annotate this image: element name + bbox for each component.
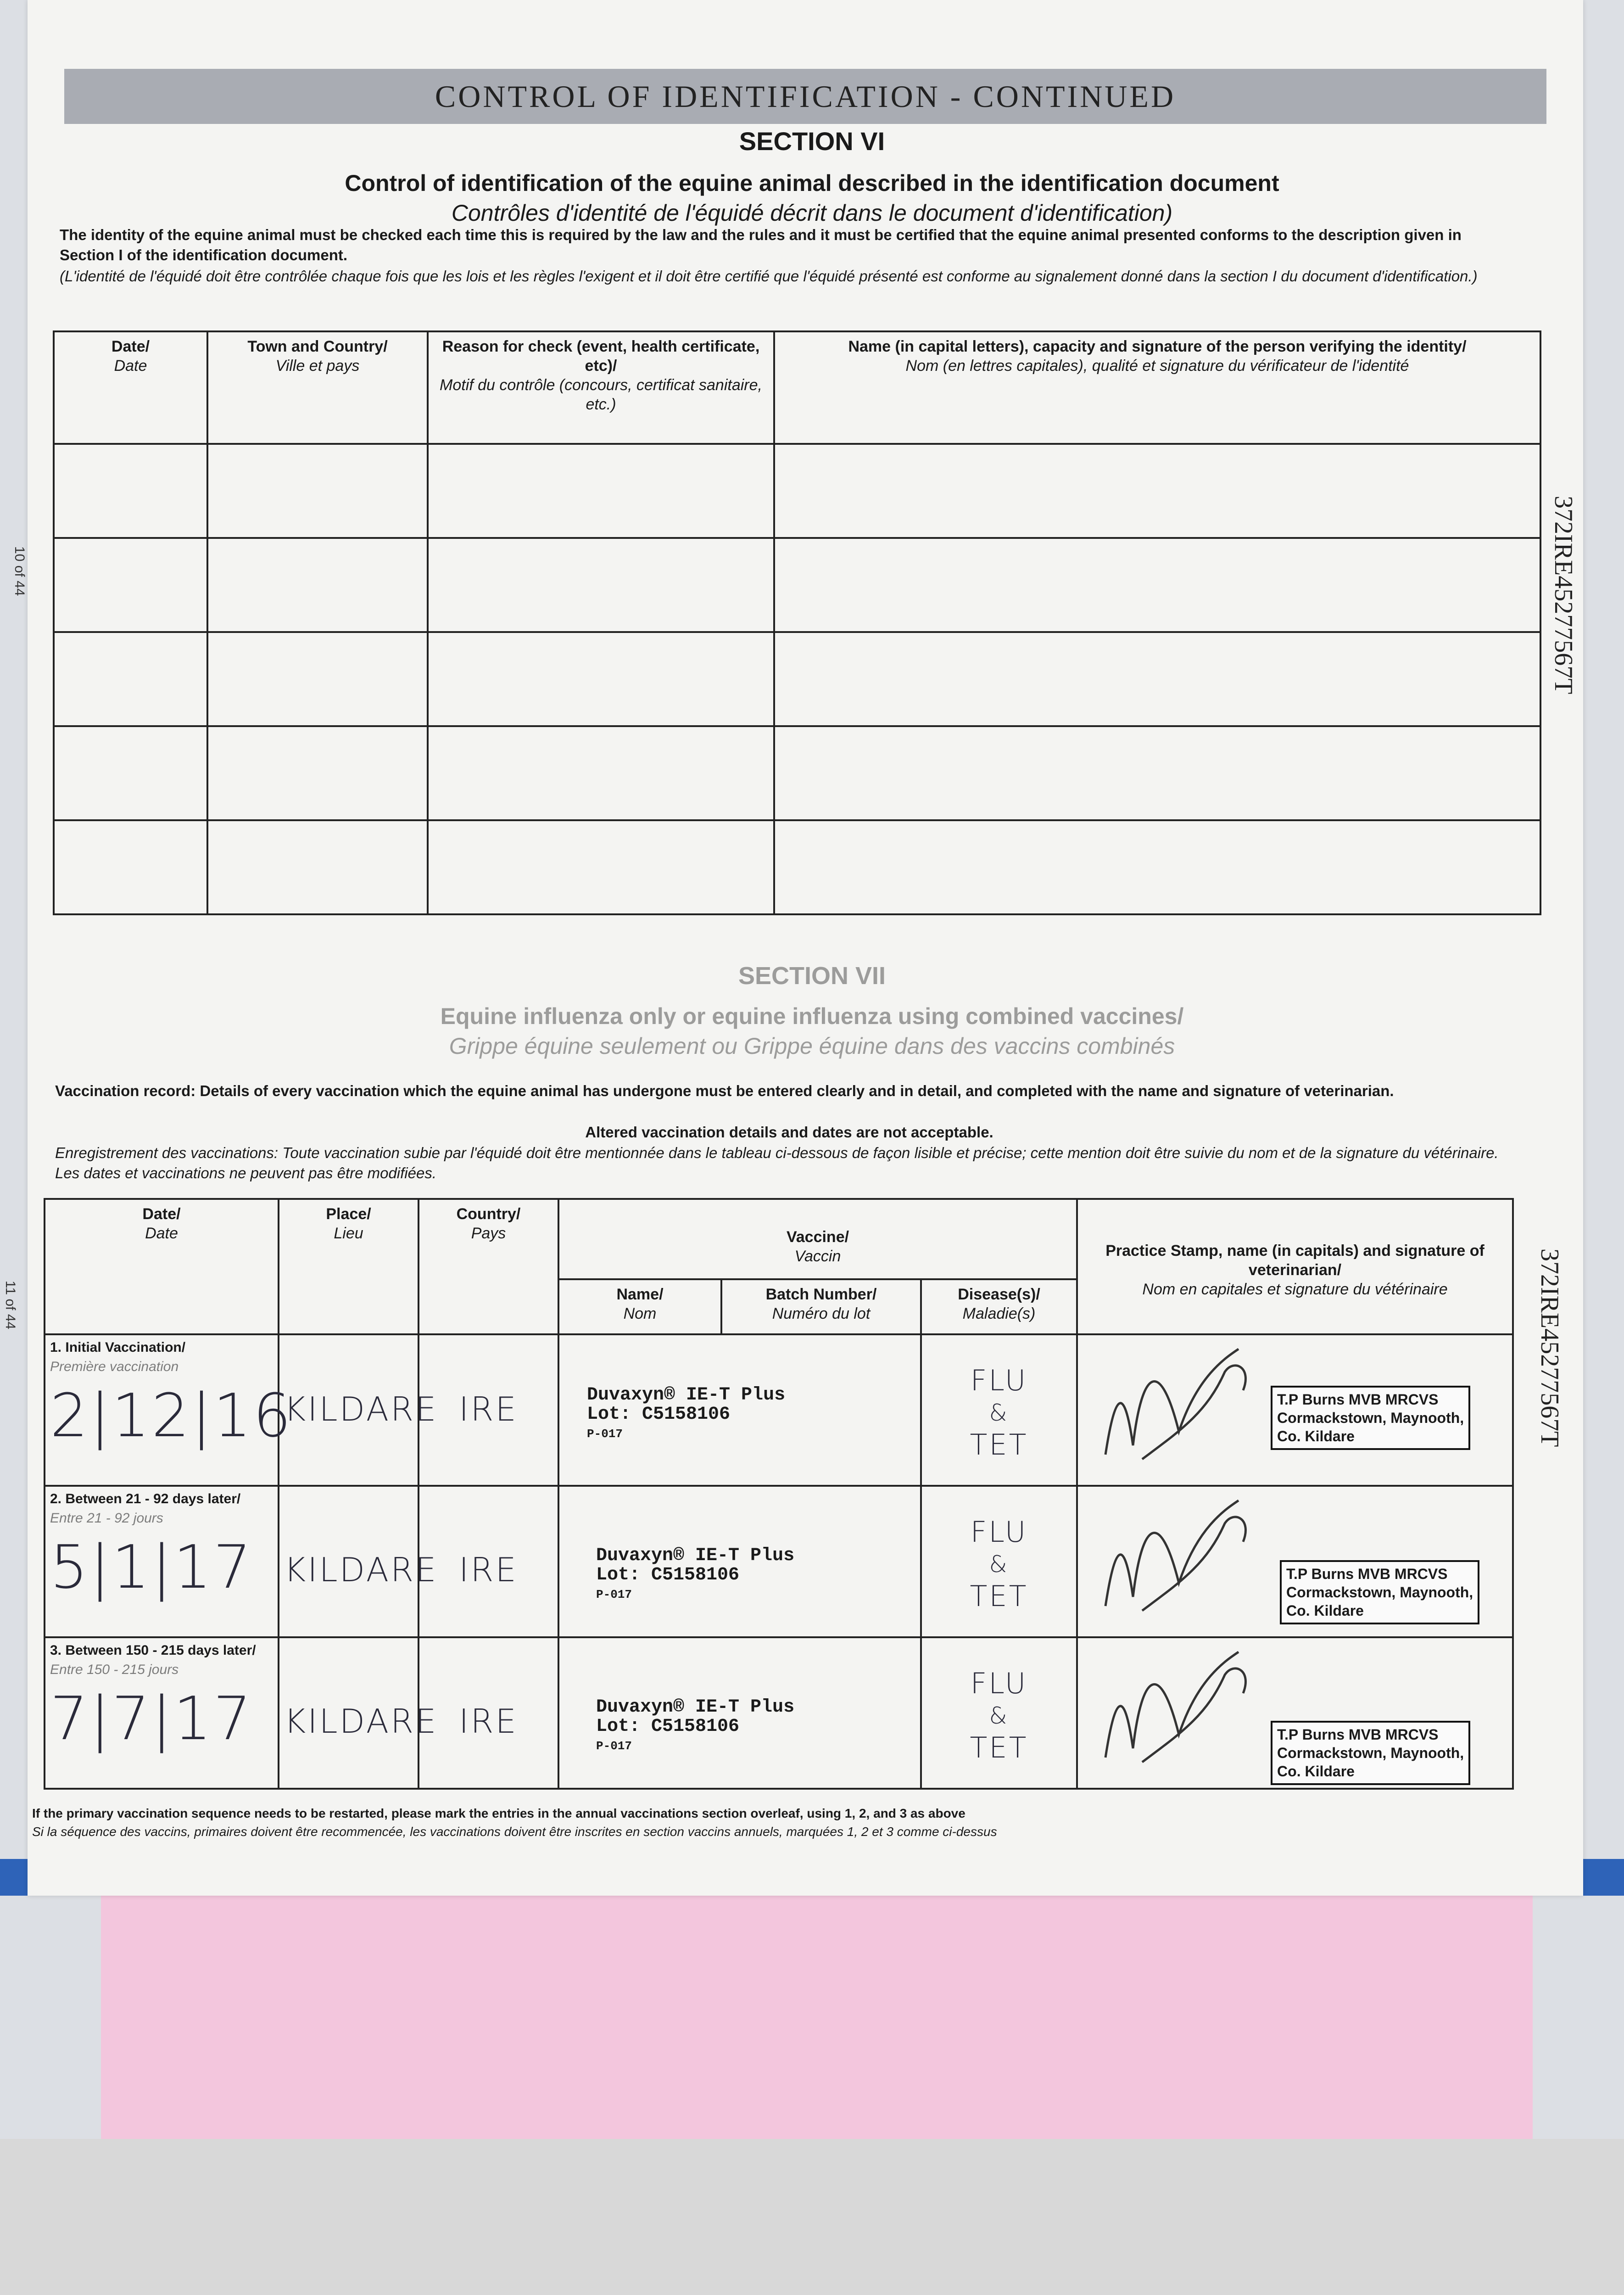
vaccine-code: P-017 (596, 1739, 632, 1753)
vacc-place: KILDARE (284, 1551, 438, 1589)
table-row (54, 538, 1540, 632)
disease-tet: TET (970, 1731, 1028, 1764)
vet-signature-icon (1087, 1491, 1280, 1629)
vacc-place: KILDARE (284, 1702, 438, 1741)
disease-flu: FLU (970, 1364, 1028, 1397)
table-row: 3. Between 150 - 215 days later/ Entre 150 - 215 jours 7|7|17 KILDARE IRE Duvaxyn® IE-T Plus Lot: C5158106 P-017 FLU & TET T.P Burns MVB MRCVS Cormackstown, Maynooth, Co. Kildare (45, 1637, 1513, 1789)
vet-stamp: T.P Burns MVB MRCVS Cormackstown, Maynooth, Co. Kildare (1271, 1721, 1470, 1785)
pink-page-edge (101, 1891, 1533, 2139)
section-vii-title: SECTION VII (738, 962, 886, 990)
section-vi-heading-en: Control of identification of the equine animal described in the identification document (345, 170, 1279, 196)
header-vaccine-name: Name/ Nom (558, 1279, 721, 1334)
vaccine-code: P-017 (587, 1427, 623, 1441)
header-banner (64, 69, 1546, 124)
header-date: Date/ Date (45, 1199, 279, 1334)
disease-and: & (989, 1399, 1009, 1426)
disease-tet: TET (970, 1579, 1028, 1613)
vaccine-lot: Lot: C5158106 (587, 1404, 731, 1425)
vaccine-name: Duvaxyn® IE-T Plus (587, 1385, 786, 1405)
background (0, 2139, 1624, 2295)
vet-signature-icon (1087, 1643, 1280, 1780)
table-row: 2. Between 21 - 92 days later/ Entre 21 - 92 jours 5|1|17 KILDARE IRE Duvaxyn® IE-T Plus Lot: C5158106 P-017 FLU & TET T.P Burns MVB MRCVS Cormackstown, Maynooth, Co. Kildare (45, 1486, 1513, 1637)
disease-and: & (989, 1702, 1009, 1729)
table-row (54, 726, 1540, 820)
header-reason: Reason for check (event, health certificate, etc)/ Motif du contrôle (concours, certificat sanitaire, etc.) (428, 331, 774, 444)
vacc-date: 2|12|16 (50, 1381, 293, 1450)
header-place: Place/ Lieu (279, 1199, 419, 1334)
vet-stamp: T.P Burns MVB MRCVS Cormackstown, Maynooth, Co. Kildare (1280, 1560, 1479, 1624)
vaccine-code: P-017 (596, 1588, 632, 1601)
identity-check-table (53, 330, 1541, 915)
vacc-place: KILDARE (284, 1390, 438, 1428)
header-batch: Batch Number/ Numéro du lot (721, 1279, 921, 1334)
vaccination-table (44, 1198, 1514, 1790)
vacc-country: IRE (459, 1390, 518, 1428)
vacc-date: 7|7|17 (50, 1684, 253, 1753)
vet-signature-icon (1087, 1340, 1280, 1478)
disease-flu: FLU (970, 1515, 1028, 1549)
intro-en: The identity of the equine animal must be checked each time this is required by the law and the rules and it must be certified that the equine animal presented conforms to the description given in Section I of the identification document. (60, 226, 1462, 263)
page-number-top: 10 of 44 (12, 546, 27, 596)
header-vaccine: Vaccine/ Vaccin (558, 1199, 1077, 1279)
vaccine-lot: Lot: C5158106 (596, 1716, 740, 1737)
side-id-number-top: 372IRE45277567T (1549, 496, 1578, 694)
header-verifier: Name (in capital letters), capacity and signature of the person verifying the identity/ Nom (en lettres capitales), qualité et signature du vérificateur de l'identité (774, 331, 1540, 444)
section-vii-heading-fr: Grippe équine seulement ou Grippe équine dans des vaccins combinés (449, 1033, 1175, 1059)
vacc-footer-fr: Si la séquence des vaccins, primaires doivent être recommencée, les vaccinations doivent être inscrites en section vaccins annuels, marquées 1, 2 et 3 comme ci-dessus (32, 1825, 997, 1839)
table-row (54, 632, 1540, 726)
header-town: Town and Country/ Ville et pays (207, 331, 428, 444)
section-vii-heading-en: Equine influenza only or equine influenza using combined vaccines/ (440, 1003, 1184, 1029)
side-id-number-bottom: 372IRE45277567T (1535, 1248, 1564, 1447)
vaccine-name: Duvaxyn® IE-T Plus (596, 1545, 795, 1566)
vet-stamp: T.P Burns MVB MRCVS Cormackstown, Maynooth, Co. Kildare (1271, 1386, 1470, 1450)
vacc-intro-en: Vaccination record: Details of every vaccination which the equine animal has undergone must be entered clearly and in detail, and completed with the name and signature of veterinarian. (55, 1082, 1394, 1099)
header-stamp: Practice Stamp, name (in capitals) and signature of veterinarian/ Nom en capitales et signature du vétérinaire (1077, 1199, 1513, 1334)
vacc-intro-en-2: Altered vaccination details and dates are not acceptable. (585, 1124, 993, 1141)
header-country: Country/ Pays (419, 1199, 558, 1334)
disease-tet: TET (970, 1428, 1028, 1461)
section-vi-heading-fr: Contrôles d'identité de l'équidé décrit dans le document d'identification) (451, 200, 1173, 226)
header-date: Date/ Date (54, 331, 207, 444)
vaccine-name: Duvaxyn® IE-T Plus (596, 1697, 795, 1718)
header-disease: Disease(s)/ Maladie(s) (921, 1279, 1077, 1334)
disease-flu: FLU (970, 1667, 1028, 1700)
vacc-country: IRE (459, 1551, 518, 1589)
vacc-country: IRE (459, 1702, 518, 1741)
table-row (54, 444, 1540, 538)
disease-and: & (989, 1551, 1009, 1578)
vacc-intro-fr: Enregistrement des vaccinations: Toute vaccination subie par l'équidé doit être mentionnée dans le tableau ci-dessous de façon lisible et précise; cette mention doit être suivie du nom et de la signature du vétérinaire. Les dates et vaccinations ne peuvent pas être modifiées. (55, 1144, 1499, 1181)
vaccine-lot: Lot: C5158106 (596, 1565, 740, 1585)
section-vi-title: SECTION VI (739, 127, 885, 156)
intro-fr: (L'identité de l'équidé doit être contrôlée chaque fois que les lois et les règles l'exigent et il doit être certifié que l'équidé présenté est conforme au signalement donné dans la section I du document d'identification.) (60, 268, 1478, 285)
banner-title: CONTROL OF IDENTIFICATION - CONTINUED (435, 78, 1176, 114)
vacc-date: 5|1|17 (50, 1532, 253, 1602)
table-row (54, 820, 1540, 914)
vacc-footer-en: If the primary vaccination sequence needs to be restarted, please mark the entries in the annual vaccinations section overleaf, using 1, 2, and 3 as above (32, 1806, 965, 1820)
page-number-bottom: 11 of 44 (3, 1281, 18, 1330)
table-row: 1. Initial Vaccination/ Première vaccination 2|12|16 KILDARE IRE Duvaxyn® IE-T Plus Lot: C5158106 P-017 FLU & TET T.P Burns MVB MRCVS Cormackstown, Maynooth, Co. Kildare (45, 1334, 1513, 1486)
